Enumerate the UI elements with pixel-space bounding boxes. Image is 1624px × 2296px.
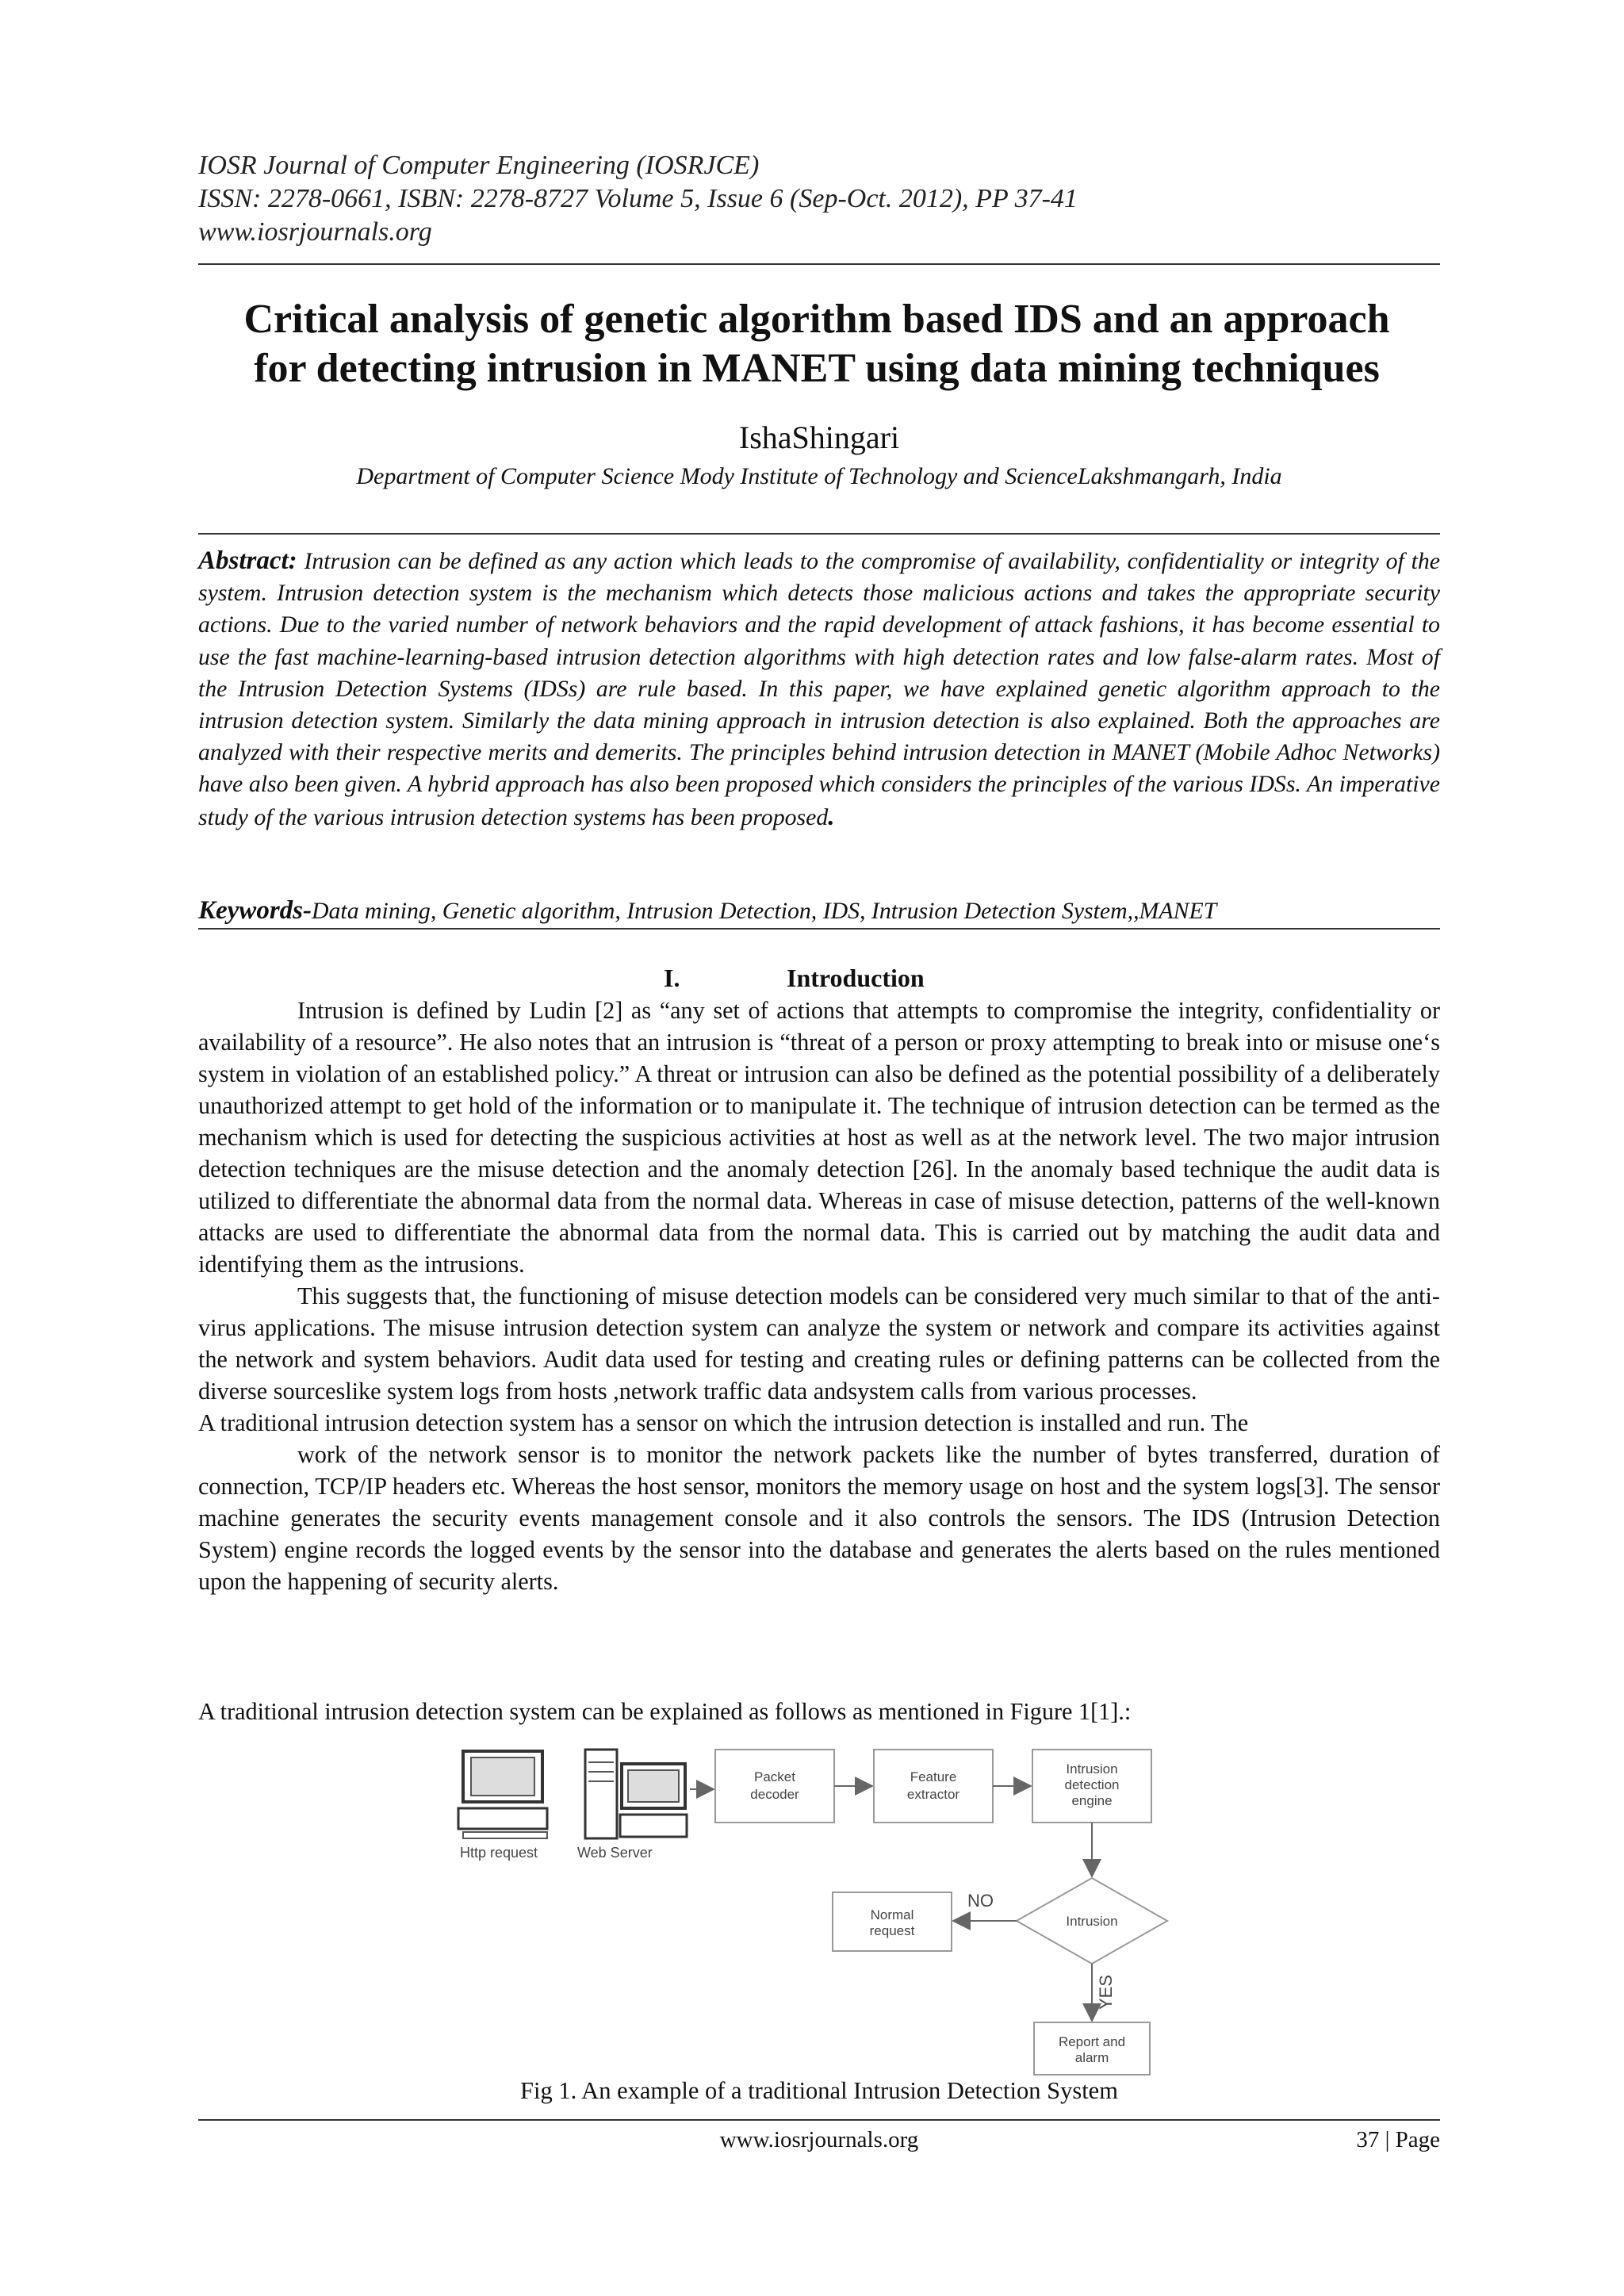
abstract-top-rule <box>198 533 1440 535</box>
figure-lead-in: A traditional intrusion detection system can be explained as follows as mentioned in Figure 1[1].: <box>198 1698 1132 1725</box>
section-title: Introduction <box>787 964 925 992</box>
paragraph-1: Intrusion is defined by Ludin [2] as “any set of actions that attempts to compromise the integrity, confidentiality or availability of a resource”. He also notes that an intrusion is “threat of a person or proxy attempting to break into or misuse one‘s system in violation of an established policy.” A threat or intrusion can also be defined as the potential possibility of a deliberately unauthorized attempt to get hold of the information or to manipulate it. The technique of intrusion detection can be termed as the mechanism which is used for detecting the suspicious activities at host as well as at the network level. The two major intrusion detection techniques are the misuse detection and the anomaly detection [26]. In the anomaly based technique the audit data is utilized to differentiate the abnormal data from the normal data. Whereas in case of misuse detection, patterns of the well-known attacks are used to differentiate the abnormal data from the normal data. This is carried out by matching the audit data and identifying them as the intrusions. <box>198 997 1440 1278</box>
header-rule <box>198 263 1440 265</box>
footer-site[interactable]: www.iosrjournals.org <box>719 2127 919 2152</box>
packet-decoder-line-1: Packet <box>754 1769 795 1784</box>
packet-decoder-box <box>715 1750 834 1823</box>
author-name: IshaShingari <box>738 420 900 455</box>
figure-caption: Fig 1. An example of a traditional Intrusion Detection System <box>520 2077 1118 2104</box>
figure-1 <box>452 1742 1197 2081</box>
http-request-label: Http request <box>460 1845 538 1861</box>
computer-icon <box>458 1751 547 1838</box>
journal-issn: ISSN: 2278-0661, ISBN: 2278-8727 Volume 5, Issue 6 (Sep-Oct. 2012), PP 37-41 <box>198 184 1078 213</box>
abstract <box>198 545 1440 834</box>
journal-header <box>198 149 1435 249</box>
abstract-text: Intrusion can be defined as any action which leads to the compromise of availability, confidentiality or integrity of the system. Intrusion detection system is the mechanism which detects those malicious actions and takes the appropriate security actions. Due to the varied number of network behaviors and the rapid development of attack fashions, it has become essential to use the fast machine-learning-based intrusion detection algorithms with high detection rates and low false-alarm rates. Most of the Intrusion Detection Systems (IDSs) are rule based. In this paper, we have explained genetic algorithm approach to the intrusion detection system. Similarly the data mining approach in intrusion detection is also explained. Both the approaches are analyzed with their respective merits and demerits. The principles behind intrusion detection in MANET (Mobile Adhoc Networks) have also been given. A hybrid approach has also been proposed which considers the principles of the various IDSs. An imperative study of the various intrusion detection systems has been proposed <box>198 548 1440 830</box>
report-alarm-line-2: alarm <box>1074 2050 1109 2065</box>
ids-flow-diagram <box>452 1742 1197 2081</box>
ids-engine-line-1: Intrusion <box>1066 1761 1118 1777</box>
paragraph-3: A traditional intrusion detection system has a sensor on which the intrusion detection is installed and run. The <box>198 1409 1249 1436</box>
paper-title <box>159 295 1475 393</box>
ids-engine-line-3: engine <box>1071 1793 1113 1808</box>
report-alarm-line-1: Report and <box>1058 2034 1126 2049</box>
normal-request-line-1: Normal <box>870 1907 914 1922</box>
title-line-2: for detecting intrusion in MANET using data mining techniques <box>254 346 1380 391</box>
abstract-end: . <box>828 802 835 831</box>
keywords-label: Keywords- <box>198 896 312 925</box>
keywords-bottom-rule <box>198 928 1440 930</box>
feature-extractor-box <box>874 1750 993 1823</box>
paragraph-2: This suggests that, the functioning of misuse detection models can be considered very much similar to that of the anti-virus applications. The misuse intrusion detection system can analyze the system or network and compare its activities against the network and system behaviors. Audit data used for testing and creating rules or defining patterns can be collected from the diverse sourceslike system logs from hosts ,network traffic data andsystem calls from various processes. <box>198 1282 1440 1405</box>
keywords-text: Data mining, Genetic algorithm, Intrusion Detection, IDS, Intrusion Detection System,,MANET <box>312 898 1217 924</box>
web-server-label: Web Server <box>577 1845 653 1861</box>
journal-name: IOSR Journal of Computer Engineering (IOSRJCE) <box>198 151 760 180</box>
decision-label: Intrusion <box>1066 1914 1118 1929</box>
section-number: I. <box>664 964 680 992</box>
no-label: NO <box>967 1891 994 1911</box>
ids-engine-line-2: detection <box>1064 1777 1120 1792</box>
abstract-label: Abstract: <box>198 546 297 575</box>
packet-decoder-line-2: decoder <box>750 1787 799 1802</box>
server-icon <box>585 1750 687 1838</box>
title-line-1: Critical analysis of genetic algorithm based IDS and an approach <box>243 297 1390 342</box>
feature-extractor-line-1: Feature <box>910 1769 957 1784</box>
keywords <box>198 895 1440 927</box>
journal-url[interactable]: www.iosrjournals.org <box>198 217 432 247</box>
footer-rule <box>198 2119 1440 2121</box>
normal-request-line-2: request <box>869 1923 915 1938</box>
yes-label: YES <box>1096 1974 1116 2010</box>
paragraph-4: work of the network sensor is to monitor the network packets like the number of bytes transferred, duration of connection, TCP/IP headers etc. Whereas the host sensor, monitors the memory usage on host and the system logs[3]. The sensor machine generates the security events management console and it also controls the sensors. The IDS (Intrusion Detection System) engine records the logged events by the sensor into the database and generates the alerts based on the rules mentioned upon the happening of security alerts. <box>198 1441 1440 1595</box>
author-affiliation: Department of Computer Science Mody Institute of Technology and ScienceLakshmangarh, India <box>356 463 1282 489</box>
feature-extractor-line-2: extractor <box>906 1787 960 1802</box>
intro-body <box>198 995 1440 1597</box>
page-number: 37 | Page <box>1356 2127 1440 2152</box>
